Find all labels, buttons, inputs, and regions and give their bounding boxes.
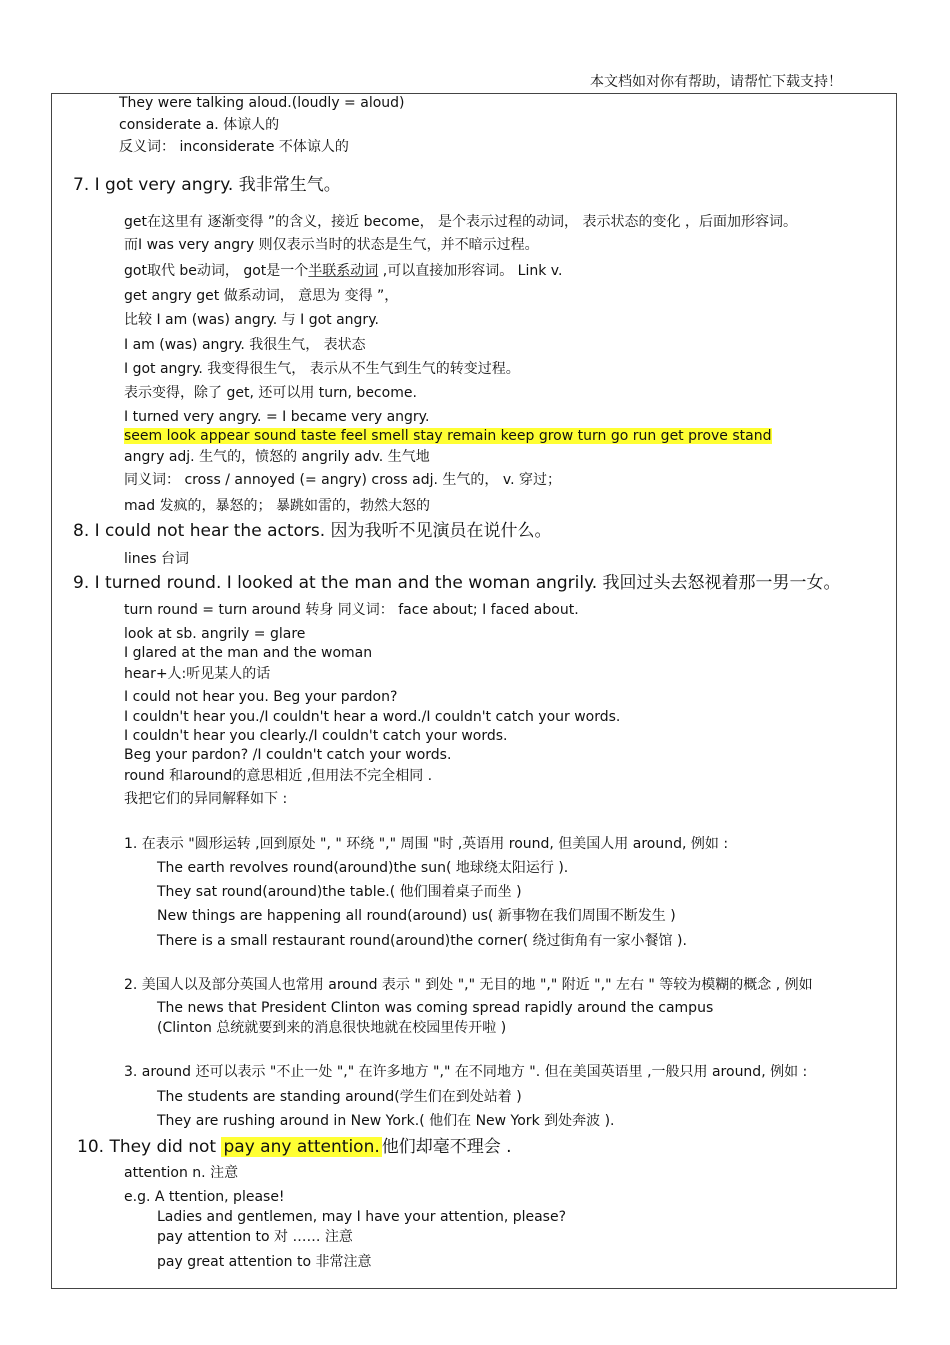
- usage-point-2: 2. 美国人以及部分英国人也常用 around 表示 " 到处 "," 无目的地 "," 附近 "," 左右 " 等较为模糊的概念 , 例如: [124, 977, 813, 993]
- usage-point-1: 1. 在表示 "圆形运转 ,回到原处 ", " 环绕 "," 周围 "时 ,英语用 round, 但美国人用 around, 例如 :: [124, 836, 729, 852]
- text-line: I couldn't hear you clearly./I couldn't catch your words.: [124, 728, 508, 744]
- highlight: seem look appear sound taste feel smell stay remain keep grow turn go run get prove stand: [124, 428, 772, 444]
- text-line: attention n. 注意: [124, 1165, 239, 1181]
- text-line: 反义词： inconsiderate 不体谅人的: [119, 139, 349, 155]
- text-line: I turned very angry. = I became very angry.: [124, 409, 430, 425]
- text-line: get在这里有 逐渐变得 ”的含义，接近 become， 是个表示过程的动词， 表示状态的变化 ，后面加形容词。: [124, 214, 797, 230]
- sentence-heading-10: [77, 1136, 512, 1158]
- text-span: 他们却毫不理会 .: [381, 1137, 512, 1157]
- text-line: considerate a. 体谅人的: [119, 117, 280, 133]
- text-line: Beg your pardon? /I couldn't catch your words.: [124, 747, 452, 763]
- text-line: round 和around的意思相近 ,但用法不完全相同 .: [124, 768, 433, 784]
- text-line: hear+人:听见某人的话: [124, 666, 271, 682]
- sentence-heading-9: 9. I turned round. I looked at the man and the woman angrily. 我回过头去怒视着那一男一女。: [73, 573, 841, 593]
- example-line: There is a small restaurant round(around)the corner( 绕过街角有一家小餐馆 ).: [157, 933, 687, 949]
- example-line: (Clinton 总统就要到来的消息很快地就在校园里传开啦 ): [157, 1020, 507, 1036]
- text-line: 而I was very angry 则仅表示当时的状态是生气，并不暗示过程。: [124, 237, 539, 253]
- text-line: I got angry. 我变得很生气， 表示从不生气到生气的转变过程。: [124, 361, 520, 377]
- text-line: They were talking aloud.(loudly = aloud): [119, 95, 405, 111]
- text-line: [124, 262, 562, 280]
- download-support-note: 本文档如对你有帮助，请帮忙下载支持！: [590, 74, 842, 90]
- text-line: 同义词： cross / annoyed (= angry) cross adj. 生气的， v. 穿过；: [124, 472, 561, 488]
- text-line: e.g. A ttention, please!: [124, 1189, 285, 1205]
- text-line: angry adj. 生气的，愤怒的 angrily adv. 生气地: [124, 449, 430, 465]
- text-line: I couldn't hear you./I couldn't hear a word./I couldn't catch your words.: [124, 709, 621, 725]
- text-line: I could not hear you. Beg your pardon?: [124, 689, 398, 705]
- text-span: got取代 be动词， got是一个: [124, 263, 309, 279]
- text-span: ,可以直接加形容词。 Link v.: [378, 263, 563, 279]
- example-line: New things are happening all round(around) us( 新事物在我们周围不断发生 ): [157, 908, 676, 924]
- text-line: lines 台词: [124, 551, 190, 567]
- sentence-heading-7: 7. I got very angry. 我非常生气。: [73, 175, 341, 195]
- example-line: They are rushing around in New York.( 他们在 New York 到处奔波 ).: [157, 1113, 615, 1129]
- text-line: 我把它们的异同解释如下 :: [124, 791, 288, 807]
- text-line: turn round = turn around 转身 同义词： face about; I faced about.: [124, 602, 579, 618]
- text-line: mad 发疯的，暴怒的； 暴跳如雷的，勃然大怒的: [124, 498, 431, 514]
- text-span: 10. They did not: [77, 1137, 222, 1157]
- example-line: They sat round(around)the table.( 他们围着桌子而坐 ): [157, 884, 522, 900]
- underlined-term: 半联系动词: [308, 263, 379, 279]
- usage-point-3: 3. around 还可以表示 "不止一处 "," 在许多地方 "," 在不同地方 ". 但在美国英语里 ,一般只用 around, 例如 :: [124, 1064, 808, 1080]
- example-line: pay attention to 对 …… 注意: [157, 1229, 353, 1245]
- text-line: get angry get 做系动词， 意思为 变得 ”，: [124, 288, 399, 304]
- text-line: 比较 I am (was) angry. 与 I got angry.: [124, 312, 379, 328]
- text-line: 表示变得，除了 get, 还可以用 turn, become.: [124, 385, 417, 401]
- example-line: pay great attention to 非常注意: [157, 1254, 372, 1270]
- example-line: The earth revolves round(around)the sun( 地球绕太阳运行 ).: [157, 860, 569, 876]
- example-line: The students are standing around(学生们在到处站着 ): [157, 1089, 522, 1105]
- highlighted-verb-list: [124, 427, 772, 445]
- text-line: look at sb. angrily = glare: [124, 626, 306, 642]
- highlight: pay any attention.: [223, 1137, 380, 1157]
- example-line: The news that President Clinton was coming spread rapidly around the campus: [157, 1000, 714, 1016]
- text-line: I glared at the man and the woman: [124, 645, 373, 661]
- text-line: I am (was) angry. 我很生气， 表状态: [124, 337, 366, 353]
- sentence-heading-8: 8. I could not hear the actors. 因为我听不见演员在说什么。: [73, 521, 552, 541]
- example-line: Ladies and gentlemen, may I have your attention, please?: [157, 1209, 567, 1225]
